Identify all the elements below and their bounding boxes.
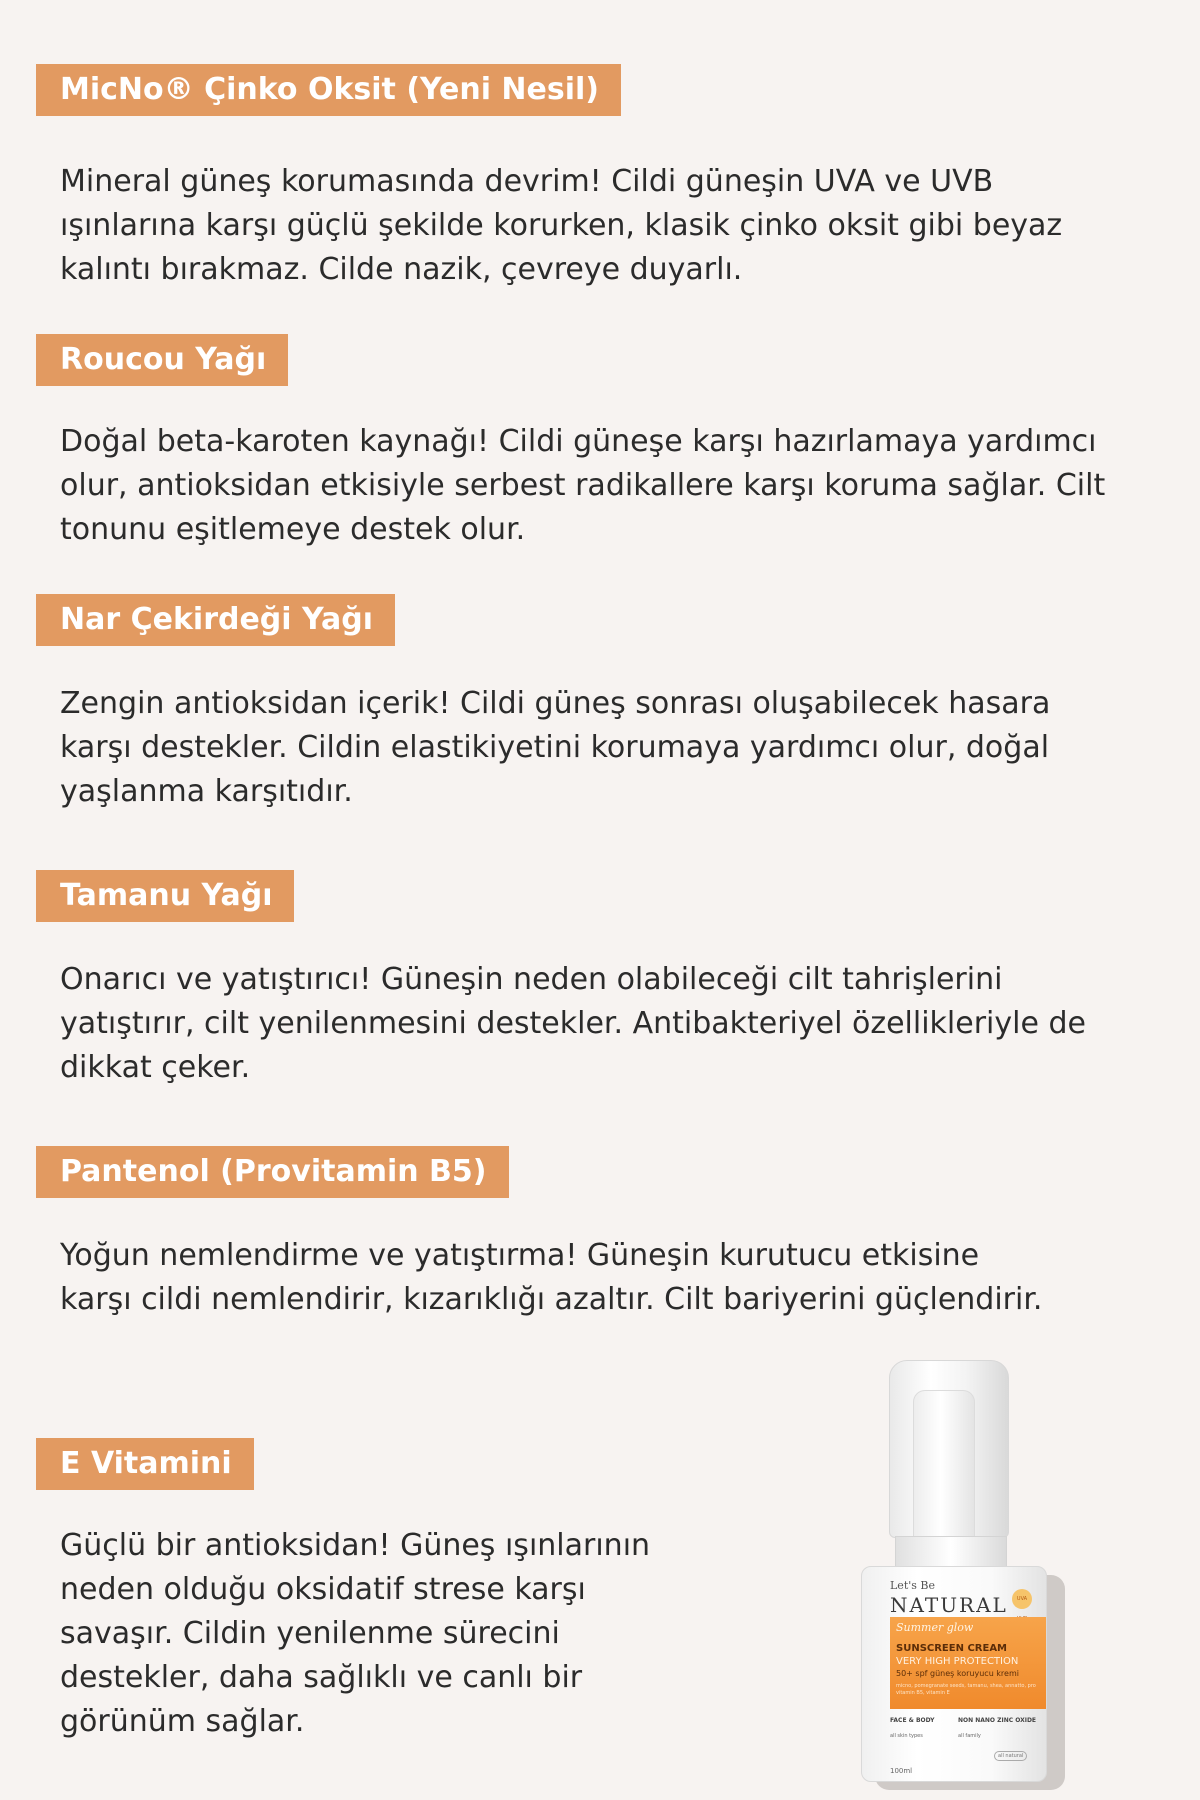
section-heading-roucou: Roucou Yağı bbox=[36, 334, 288, 386]
section-text-pomegranate bbox=[60, 682, 1170, 814]
skin-types-label: all skin types bbox=[890, 1733, 923, 1739]
text-line: karşı cildi nemlendirir, kızarıklığı azaltır. Cilt bariyerini güçlendirir. bbox=[60, 1282, 1043, 1317]
section-text-roucou bbox=[60, 420, 1170, 552]
brand-top-text: Let's Be bbox=[890, 1579, 935, 1592]
section-heading-tamanu: Tamanu Yağı bbox=[36, 870, 294, 922]
product-title: SUNSCREEN CREAM bbox=[896, 1643, 1008, 1654]
text-line: ışınlarına karşı güçlü şekilde korurken, klasik çinko oksit gibi beyaz bbox=[60, 208, 1063, 243]
section-heading-zinc-oxide: MicNo® Çinko Oksit (Yeni Nesil) bbox=[36, 64, 621, 116]
section-text-tamanu bbox=[60, 958, 1170, 1090]
brand-logo-text: NATURAL bbox=[890, 1593, 1008, 1617]
section-text-zinc-oxide bbox=[60, 160, 1170, 292]
section-text-vitamin-e bbox=[60, 1524, 700, 1744]
section-heading-pomegranate: Nar Çekirdeği Yağı bbox=[36, 594, 395, 646]
text-line: Onarıcı ve yatıştırıcı! Güneşin neden olabileceği cilt tahrişlerini bbox=[60, 962, 1003, 997]
volume-label: 100ml bbox=[890, 1767, 913, 1775]
text-line: kalıntı bırakmaz. Cilde nazik, çevreye duyarlı. bbox=[60, 252, 743, 287]
text-line: olur, antioksidan etkisiyle serbest radikallere karşı koruma sağlar. Cilt bbox=[60, 468, 1106, 503]
non-nano-label: NON NANO ZINC OXIDE bbox=[958, 1717, 1037, 1724]
text-line: dikkat çeker. bbox=[60, 1050, 251, 1085]
text-line: karşı destekler. Cildin elastikiyetini korumaya yardımcı olur, doğal bbox=[60, 730, 1050, 765]
product-bottle-image bbox=[855, 1360, 1065, 1790]
product-subtitle: VERY HIGH PROTECTION bbox=[896, 1656, 1019, 1667]
natural-stamp: all natural bbox=[994, 1751, 1027, 1761]
section-text-panthenol bbox=[60, 1234, 1170, 1322]
text-line: Yoğun nemlendirme ve yatıştırma! Güneşin kurutucu etkisine bbox=[60, 1238, 980, 1273]
product-spf: 50+ spf güneş koruyucu kremi bbox=[896, 1669, 1019, 1678]
text-line: destekler, daha sağlıklı ve canlı bir bbox=[60, 1660, 583, 1695]
bottle-pump bbox=[913, 1390, 975, 1542]
section-heading-panthenol: Pantenol (Provitamin B5) bbox=[36, 1146, 509, 1198]
text-line: savaşır. Cildin yenilenme sürecini bbox=[60, 1616, 560, 1651]
face-body-label: FACE & BODY bbox=[890, 1717, 935, 1724]
text-line: görünüm sağlar. bbox=[60, 1704, 305, 1739]
uv-badge-icon: UVA bbox=[1012, 1589, 1032, 1609]
text-line: yatıştırır, cilt yenilenmesini destekler. Antibakteriyel özellikleriyle de bbox=[60, 1006, 1086, 1041]
script-line: Summer glow bbox=[896, 1621, 974, 1634]
text-line: yaşlanma karşıtıdır. bbox=[60, 774, 353, 809]
family-label: all family bbox=[958, 1733, 981, 1739]
text-line: tonunu eşitlemeye destek olur. bbox=[60, 512, 526, 547]
product-ingredients: micno, pomegranate seeds, tamanu, shea, annatto, pro vitamin B5, vitamin E bbox=[896, 1683, 1036, 1696]
bottle-body bbox=[861, 1566, 1047, 1782]
section-heading-vitamin-e: E Vitamini bbox=[36, 1438, 254, 1490]
text-line: Zengin antioksidan içerik! Cildi güneş sonrası oluşabilecek hasara bbox=[60, 686, 1051, 721]
text-line: Mineral güneş korumasında devrim! Cildi güneşin UVA ve UVB bbox=[60, 164, 994, 199]
text-line: Güçlü bir antioksidan! Güneş ışınlarının bbox=[60, 1528, 651, 1563]
text-line: neden olduğu oksidatif strese karşı bbox=[60, 1572, 586, 1607]
text-line: Doğal beta-karoten kaynağı! Cildi güneşe karşı hazırlamaya yardımcı bbox=[60, 424, 1097, 459]
